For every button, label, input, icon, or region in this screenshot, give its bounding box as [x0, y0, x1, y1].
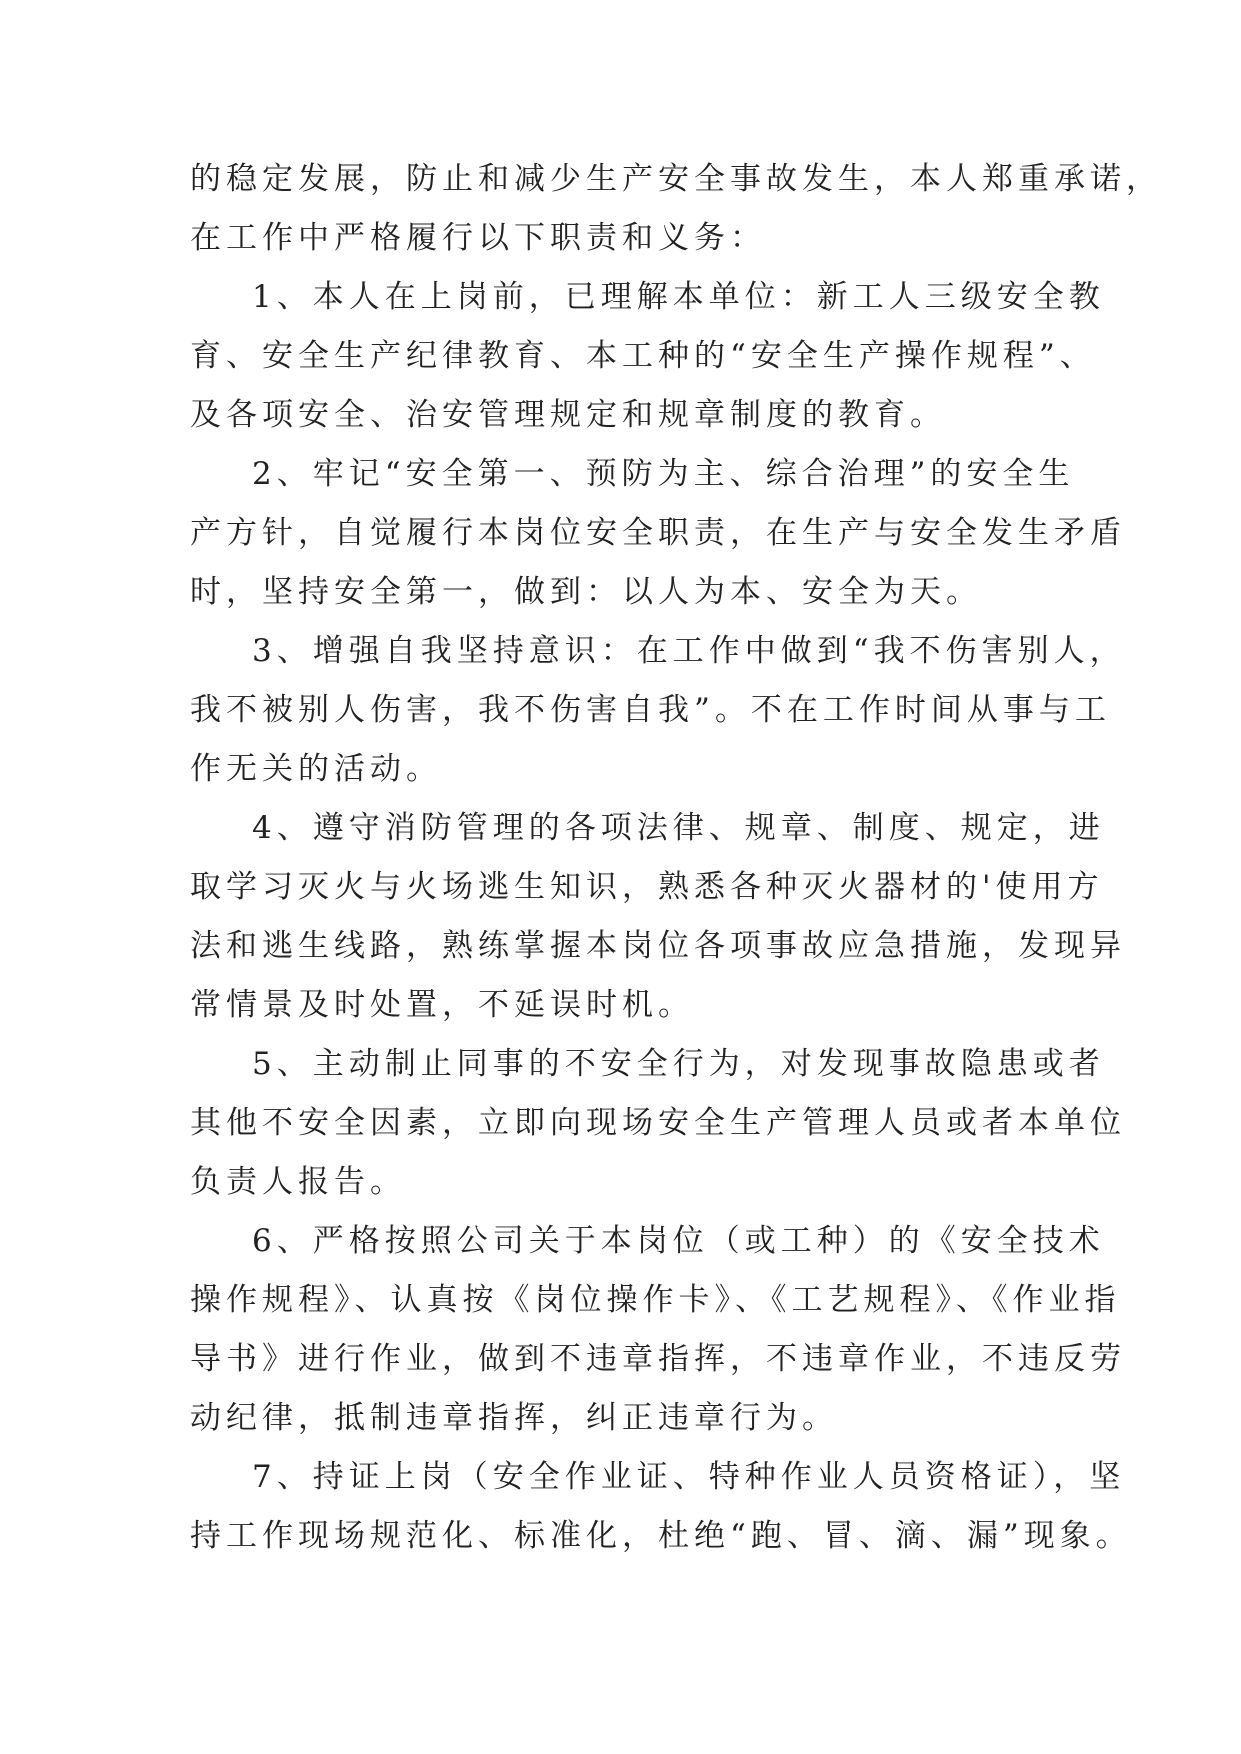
clause-6-paragraph — [190, 1212, 1126, 1448]
text-line: 其他不安全因素，立即向现场安全生产管理人员或者本单位 — [190, 1105, 1126, 1141]
clause-3-paragraph — [190, 622, 1126, 799]
text-line: 导书》进行作业，做到不违章指挥，不违章作业，不违反劳 — [190, 1341, 1126, 1377]
text-line: 及各项安全、治安管理规定和规章制度的教育。 — [190, 397, 946, 433]
clause-2-paragraph — [190, 445, 1126, 622]
text-line: 时，坚持安全第一，做到：以人为本、安全为天。 — [190, 574, 982, 610]
clause-7-paragraph — [190, 1448, 1132, 1566]
text-line: 4、遵守消防管理的各项法律、规章、制度、规定，进 — [252, 810, 1105, 846]
document-body — [190, 150, 1162, 1566]
text-line: 取学习灭火与火场逃生知识，熟悉各种灭火器材的'使用方 — [190, 869, 1104, 905]
text-line: 负责人报告。 — [190, 1164, 406, 1200]
text-line: 7、持证上岗（安全作业证、特种作业人员资格证），坚 — [252, 1459, 1126, 1495]
clause-4-paragraph — [190, 799, 1126, 1035]
text-line: 在工作中严格履行以下职责和义务： — [190, 220, 766, 256]
text-line: 动纪律，抵制违章指挥，纠正违章行为。 — [190, 1400, 838, 1436]
text-line: 3、增强自我坚持意识：在工作中做到“我不伤害别人， — [252, 633, 1126, 669]
text-line: 作无关的活动。 — [190, 751, 442, 787]
clause-5-paragraph — [190, 1035, 1126, 1212]
text-line: 持工作现场规范化、标准化，杜绝“跑、冒、滴、漏”现象。 — [190, 1518, 1132, 1554]
text-line: 法和逃生线路，熟练掌握本岗位各项事故应急措施，发现异 — [190, 928, 1126, 964]
text-line: 5、主动制止同事的不安全行为，对发现事故隐患或者 — [252, 1046, 1105, 1082]
text-line: 我不被别人伤害，我不伤害自我”。不在工作时间从事与工 — [190, 692, 1111, 728]
intro-paragraph — [190, 150, 1162, 268]
clause-1-paragraph — [190, 268, 1105, 445]
text-line: 的稳定发展，防止和减少生产安全事故发生，本人郑重承诺， — [190, 161, 1162, 197]
text-line: 操作规程》、认真按《岗位操作卡》、《工艺规程》、《作业指 — [190, 1282, 1121, 1318]
text-line: 1、本人在上岗前，已理解本单位：新工人三级安全教 — [252, 279, 1105, 315]
text-line: 6、严格按照公司关于本岗位（或工种）的《安全技术 — [252, 1223, 1105, 1259]
text-line: 产方针，自觉履行本岗位安全职责，在生产与安全发生矛盾 — [190, 515, 1126, 551]
text-line: 常情景及时处置，不延误时机。 — [190, 987, 694, 1023]
text-line: 2、牢记“安全第一、预防为主、综合治理”的安全生 — [252, 456, 1075, 492]
text-line: 育、安全生产纪律教育、本工种的“安全生产操作规程”、 — [190, 338, 1096, 374]
